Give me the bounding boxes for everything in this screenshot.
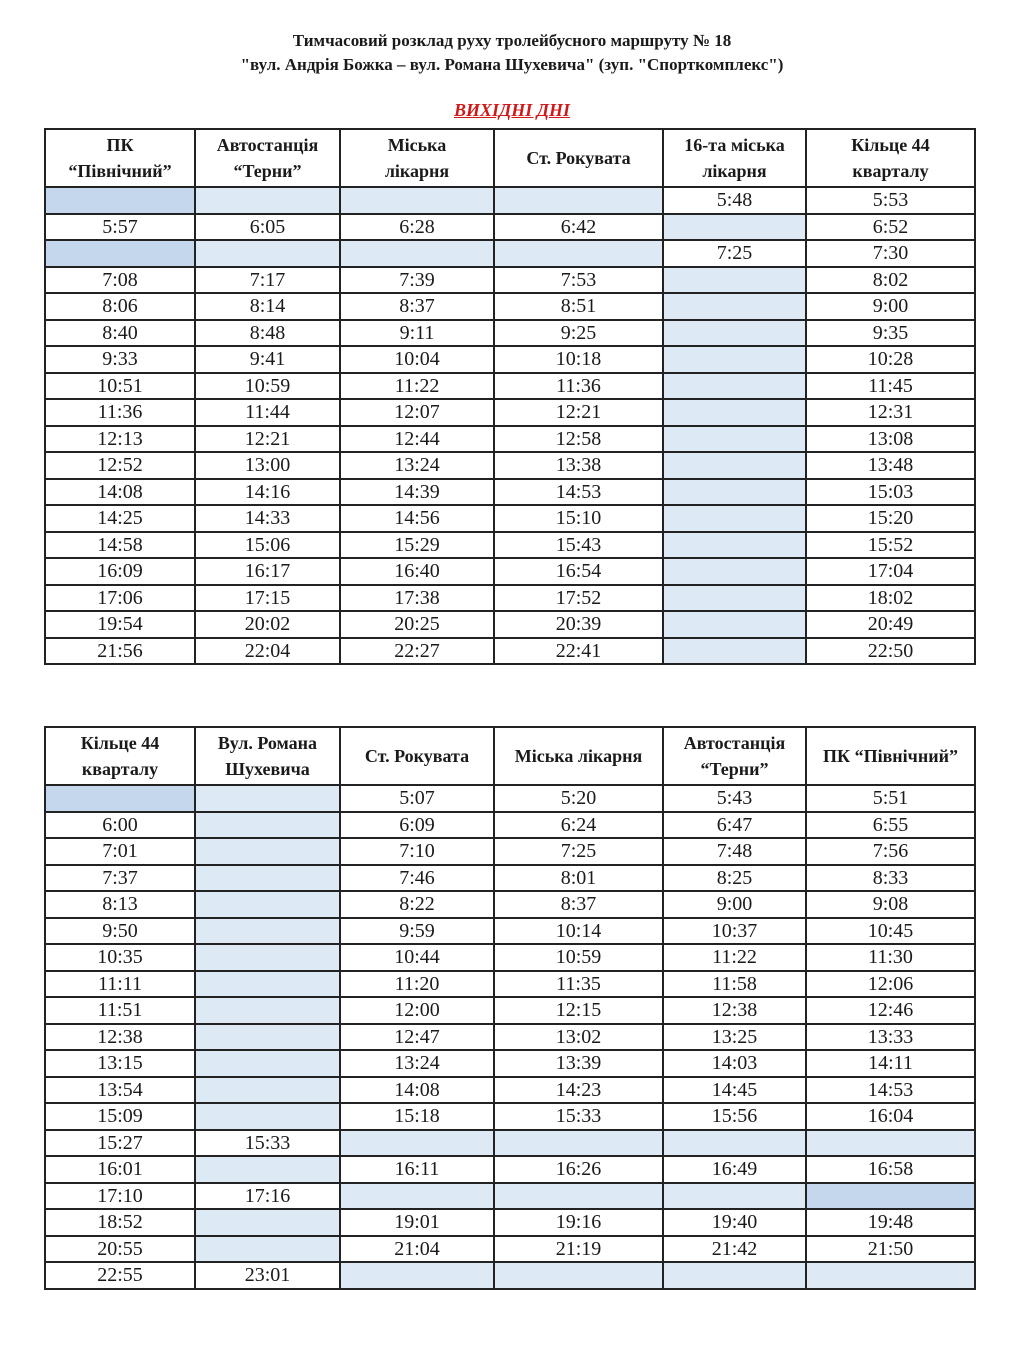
empty-cell xyxy=(195,1103,340,1130)
time-cell: 9:41 xyxy=(195,346,340,373)
time-cell: 6:55 xyxy=(806,812,975,839)
time-cell: 14:45 xyxy=(663,1077,806,1104)
table-row xyxy=(45,944,975,971)
time-cell: 12:21 xyxy=(195,426,340,453)
time-cell: 15:43 xyxy=(494,532,663,559)
time-cell: 9:33 xyxy=(45,346,195,373)
empty-cell xyxy=(663,399,806,426)
time-cell: 15:18 xyxy=(340,1103,494,1130)
time-cell: 7:17 xyxy=(195,267,340,294)
time-cell: 19:40 xyxy=(663,1209,806,1236)
time-cell: 18:02 xyxy=(806,585,975,612)
time-cell: 10:44 xyxy=(340,944,494,971)
time-cell: 13:39 xyxy=(494,1050,663,1077)
time-cell: 12:58 xyxy=(494,426,663,453)
time-cell: 11:36 xyxy=(494,373,663,400)
time-cell: 15:52 xyxy=(806,532,975,559)
time-cell: 22:55 xyxy=(45,1262,195,1289)
time-cell: 13:24 xyxy=(340,452,494,479)
time-cell: 12:07 xyxy=(340,399,494,426)
empty-cell xyxy=(45,240,195,267)
empty-cell xyxy=(195,997,340,1024)
time-cell: 14:23 xyxy=(494,1077,663,1104)
table-row xyxy=(45,611,975,638)
time-cell: 12:44 xyxy=(340,426,494,453)
time-cell: 16:17 xyxy=(195,558,340,585)
time-cell: 7:53 xyxy=(494,267,663,294)
column-header: Міська лікарня xyxy=(494,727,663,785)
time-cell: 10:51 xyxy=(45,373,195,400)
empty-cell xyxy=(663,1130,806,1157)
time-cell: 16:09 xyxy=(45,558,195,585)
empty-cell xyxy=(663,214,806,241)
time-cell: 14:03 xyxy=(663,1050,806,1077)
time-cell: 11:22 xyxy=(663,944,806,971)
empty-cell xyxy=(663,267,806,294)
time-cell: 14:33 xyxy=(195,505,340,532)
time-cell: 13:48 xyxy=(806,452,975,479)
time-cell: 21:56 xyxy=(45,638,195,665)
table-row xyxy=(45,918,975,945)
time-cell: 12:47 xyxy=(340,1024,494,1051)
column-header: Міська лікарня xyxy=(340,129,494,187)
empty-cell xyxy=(663,426,806,453)
empty-cell xyxy=(195,812,340,839)
time-cell: 9:08 xyxy=(806,891,975,918)
empty-cell xyxy=(663,320,806,347)
time-cell: 5:07 xyxy=(340,785,494,812)
time-cell: 15:33 xyxy=(195,1130,340,1157)
time-cell: 11:22 xyxy=(340,373,494,400)
empty-cell xyxy=(195,1050,340,1077)
empty-cell xyxy=(806,1262,975,1289)
empty-cell xyxy=(195,865,340,892)
empty-cell xyxy=(195,944,340,971)
table-row xyxy=(45,1103,975,1130)
time-cell: 12:38 xyxy=(45,1024,195,1051)
time-cell: 15:29 xyxy=(340,532,494,559)
empty-cell xyxy=(45,785,195,812)
time-cell: 10:28 xyxy=(806,346,975,373)
empty-cell xyxy=(195,971,340,998)
time-cell: 10:14 xyxy=(494,918,663,945)
time-cell: 20:49 xyxy=(806,611,975,638)
time-cell: 23:01 xyxy=(195,1262,340,1289)
time-cell: 21:04 xyxy=(340,1236,494,1263)
empty-cell xyxy=(663,558,806,585)
time-cell: 16:26 xyxy=(494,1156,663,1183)
time-cell: 9:59 xyxy=(340,918,494,945)
empty-cell xyxy=(494,1130,663,1157)
table-row xyxy=(45,320,975,347)
time-cell: 7:08 xyxy=(45,267,195,294)
table-row xyxy=(45,812,975,839)
time-cell: 14:16 xyxy=(195,479,340,506)
table-row xyxy=(45,1236,975,1263)
time-cell: 7:25 xyxy=(494,838,663,865)
table-row xyxy=(45,293,975,320)
table-row xyxy=(45,1209,975,1236)
time-cell: 15:09 xyxy=(45,1103,195,1130)
time-cell: 10:37 xyxy=(663,918,806,945)
time-cell: 13:25 xyxy=(663,1024,806,1051)
time-cell: 17:10 xyxy=(45,1183,195,1210)
empty-cell xyxy=(494,240,663,267)
time-cell: 16:49 xyxy=(663,1156,806,1183)
table-row xyxy=(45,346,975,373)
table-row xyxy=(45,214,975,241)
time-cell: 5:43 xyxy=(663,785,806,812)
table-row xyxy=(45,373,975,400)
time-cell: 20:55 xyxy=(45,1236,195,1263)
empty-cell xyxy=(340,1183,494,1210)
empty-cell xyxy=(663,293,806,320)
time-cell: 17:38 xyxy=(340,585,494,612)
column-header: Автостанція “Терни” xyxy=(663,727,806,785)
time-cell: 21:50 xyxy=(806,1236,975,1263)
table-row xyxy=(45,638,975,665)
time-cell: 20:02 xyxy=(195,611,340,638)
time-cell: 22:04 xyxy=(195,638,340,665)
time-cell: 13:24 xyxy=(340,1050,494,1077)
time-cell: 22:41 xyxy=(494,638,663,665)
time-cell: 8:02 xyxy=(806,267,975,294)
time-cell: 20:39 xyxy=(494,611,663,638)
table-row xyxy=(45,1156,975,1183)
time-cell: 13:33 xyxy=(806,1024,975,1051)
table-row xyxy=(45,585,975,612)
time-cell: 16:11 xyxy=(340,1156,494,1183)
time-cell: 12:00 xyxy=(340,997,494,1024)
time-cell: 19:54 xyxy=(45,611,195,638)
column-header: ПК “Північний” xyxy=(806,727,975,785)
table-row xyxy=(45,532,975,559)
empty-cell xyxy=(494,1183,663,1210)
time-cell: 7:10 xyxy=(340,838,494,865)
empty-cell xyxy=(195,891,340,918)
time-cell: 14:53 xyxy=(806,1077,975,1104)
time-cell: 11:20 xyxy=(340,971,494,998)
time-cell: 6:42 xyxy=(494,214,663,241)
time-cell: 13:08 xyxy=(806,426,975,453)
time-cell: 9:35 xyxy=(806,320,975,347)
time-cell: 8:33 xyxy=(806,865,975,892)
time-cell: 17:15 xyxy=(195,585,340,612)
time-cell: 7:48 xyxy=(663,838,806,865)
time-cell: 10:18 xyxy=(494,346,663,373)
empty-cell xyxy=(663,1262,806,1289)
column-header: 16-та міська лікарня xyxy=(663,129,806,187)
time-cell: 14:58 xyxy=(45,532,195,559)
weekend-label: ВИХІДНІ ДНІ xyxy=(453,100,571,120)
time-cell: 14:25 xyxy=(45,505,195,532)
column-header: Кільце 44 кварталу xyxy=(45,727,195,785)
time-cell: 6:09 xyxy=(340,812,494,839)
route-name: "вул. Андрія Божка – вул. Романа Шухевича" (зуп. "Спорткомплекс") xyxy=(240,55,784,74)
time-cell: 16:58 xyxy=(806,1156,975,1183)
time-cell: 15:27 xyxy=(45,1130,195,1157)
time-cell: 16:54 xyxy=(494,558,663,585)
time-cell: 16:40 xyxy=(340,558,494,585)
time-cell: 14:39 xyxy=(340,479,494,506)
time-cell: 11:44 xyxy=(195,399,340,426)
table-row xyxy=(45,399,975,426)
empty-cell xyxy=(806,1130,975,1157)
table-row xyxy=(45,240,975,267)
empty-cell xyxy=(195,187,340,214)
empty-cell xyxy=(340,1130,494,1157)
time-cell: 14:53 xyxy=(494,479,663,506)
time-cell: 8:06 xyxy=(45,293,195,320)
time-cell: 11:35 xyxy=(494,971,663,998)
time-cell: 11:51 xyxy=(45,997,195,1024)
column-header: Вул. Романа Шухевича xyxy=(195,727,340,785)
time-cell: 8:25 xyxy=(663,865,806,892)
empty-cell xyxy=(340,240,494,267)
time-cell: 13:00 xyxy=(195,452,340,479)
empty-cell xyxy=(494,187,663,214)
time-cell: 13:38 xyxy=(494,452,663,479)
time-cell: 6:52 xyxy=(806,214,975,241)
time-cell: 10:59 xyxy=(494,944,663,971)
time-cell: 5:57 xyxy=(45,214,195,241)
time-cell: 8:40 xyxy=(45,320,195,347)
table-row xyxy=(45,558,975,585)
table-row xyxy=(45,971,975,998)
table-row xyxy=(45,838,975,865)
time-cell: 22:50 xyxy=(806,638,975,665)
time-cell: 8:22 xyxy=(340,891,494,918)
time-cell: 13:02 xyxy=(494,1024,663,1051)
time-cell: 11:45 xyxy=(806,373,975,400)
empty-cell xyxy=(663,479,806,506)
empty-cell xyxy=(663,585,806,612)
table-row xyxy=(45,505,975,532)
time-cell: 12:15 xyxy=(494,997,663,1024)
time-cell: 5:48 xyxy=(663,187,806,214)
time-cell: 11:36 xyxy=(45,399,195,426)
time-cell: 14:08 xyxy=(45,479,195,506)
time-cell: 8:13 xyxy=(45,891,195,918)
time-cell: 14:11 xyxy=(806,1050,975,1077)
column-header: Кільце 44 кварталу xyxy=(806,129,975,187)
time-cell: 19:16 xyxy=(494,1209,663,1236)
empty-cell xyxy=(663,505,806,532)
time-cell: 7:30 xyxy=(806,240,975,267)
empty-cell xyxy=(195,1209,340,1236)
table-header-row xyxy=(45,727,975,785)
time-cell: 6:47 xyxy=(663,812,806,839)
column-header: Ст. Рокувата xyxy=(494,129,663,187)
time-cell: 18:52 xyxy=(45,1209,195,1236)
empty-cell xyxy=(663,1183,806,1210)
time-cell: 9:11 xyxy=(340,320,494,347)
time-cell: 21:42 xyxy=(663,1236,806,1263)
table-row xyxy=(45,1077,975,1104)
time-cell: 5:51 xyxy=(806,785,975,812)
table-row xyxy=(45,785,975,812)
time-cell: 20:25 xyxy=(340,611,494,638)
time-cell: 17:16 xyxy=(195,1183,340,1210)
table-row xyxy=(45,426,975,453)
empty-cell xyxy=(195,785,340,812)
table-row xyxy=(45,865,975,892)
empty-cell xyxy=(340,1262,494,1289)
table-row xyxy=(45,1262,975,1289)
empty-cell xyxy=(663,638,806,665)
empty-cell xyxy=(195,918,340,945)
empty-cell xyxy=(195,1077,340,1104)
time-cell: 8:01 xyxy=(494,865,663,892)
empty-cell xyxy=(663,452,806,479)
time-cell: 9:00 xyxy=(806,293,975,320)
time-cell: 14:08 xyxy=(340,1077,494,1104)
empty-cell xyxy=(45,187,195,214)
table-row xyxy=(45,1050,975,1077)
table-row xyxy=(45,479,975,506)
time-cell: 9:25 xyxy=(494,320,663,347)
time-cell: 19:01 xyxy=(340,1209,494,1236)
time-cell: 12:38 xyxy=(663,997,806,1024)
time-cell: 8:14 xyxy=(195,293,340,320)
column-header: ПК “Північний” xyxy=(45,129,195,187)
schedule-table-return xyxy=(44,726,976,1290)
time-cell: 7:37 xyxy=(45,865,195,892)
time-cell: 15:20 xyxy=(806,505,975,532)
empty-cell xyxy=(663,346,806,373)
time-cell: 5:53 xyxy=(806,187,975,214)
time-cell: 10:35 xyxy=(45,944,195,971)
time-cell: 10:45 xyxy=(806,918,975,945)
time-cell: 9:00 xyxy=(663,891,806,918)
empty-cell xyxy=(663,532,806,559)
time-cell: 15:10 xyxy=(494,505,663,532)
time-cell: 17:52 xyxy=(494,585,663,612)
table-header-row xyxy=(45,129,975,187)
empty-cell xyxy=(494,1262,663,1289)
time-cell: 7:25 xyxy=(663,240,806,267)
time-cell: 14:56 xyxy=(340,505,494,532)
table-row xyxy=(45,452,975,479)
time-cell: 5:20 xyxy=(494,785,663,812)
schedule-title: Тимчасовий розклад руху тролейбусного маршруту № 18 xyxy=(292,31,732,50)
time-cell: 15:03 xyxy=(806,479,975,506)
time-cell: 12:13 xyxy=(45,426,195,453)
time-cell: 15:06 xyxy=(195,532,340,559)
time-cell: 12:21 xyxy=(494,399,663,426)
time-cell: 21:19 xyxy=(494,1236,663,1263)
time-cell: 11:58 xyxy=(663,971,806,998)
column-header: Ст. Рокувата xyxy=(340,727,494,785)
time-cell: 22:27 xyxy=(340,638,494,665)
schedule-table-outbound xyxy=(44,128,976,665)
time-cell: 9:50 xyxy=(45,918,195,945)
time-cell: 8:48 xyxy=(195,320,340,347)
empty-cell xyxy=(806,1183,975,1210)
empty-cell xyxy=(195,1156,340,1183)
table-row xyxy=(45,267,975,294)
empty-cell xyxy=(663,373,806,400)
time-cell: 7:01 xyxy=(45,838,195,865)
time-cell: 10:59 xyxy=(195,373,340,400)
time-cell: 7:39 xyxy=(340,267,494,294)
empty-cell xyxy=(195,838,340,865)
empty-cell xyxy=(195,1024,340,1051)
time-cell: 12:31 xyxy=(806,399,975,426)
time-cell: 16:04 xyxy=(806,1103,975,1130)
time-cell: 6:24 xyxy=(494,812,663,839)
time-cell: 15:56 xyxy=(663,1103,806,1130)
time-cell: 7:46 xyxy=(340,865,494,892)
time-cell: 6:28 xyxy=(340,214,494,241)
time-cell: 16:01 xyxy=(45,1156,195,1183)
empty-cell xyxy=(195,1236,340,1263)
empty-cell xyxy=(195,240,340,267)
time-cell: 11:30 xyxy=(806,944,975,971)
time-cell: 13:15 xyxy=(45,1050,195,1077)
time-cell: 19:48 xyxy=(806,1209,975,1236)
table-row xyxy=(45,1183,975,1210)
table-row xyxy=(45,1130,975,1157)
table-row xyxy=(45,187,975,214)
time-cell: 12:52 xyxy=(45,452,195,479)
time-cell: 15:33 xyxy=(494,1103,663,1130)
table-row xyxy=(45,1024,975,1051)
time-cell: 6:05 xyxy=(195,214,340,241)
time-cell: 12:06 xyxy=(806,971,975,998)
time-cell: 17:06 xyxy=(45,585,195,612)
time-cell: 8:37 xyxy=(340,293,494,320)
empty-cell xyxy=(340,187,494,214)
time-cell: 8:51 xyxy=(494,293,663,320)
time-cell: 13:54 xyxy=(45,1077,195,1104)
empty-cell xyxy=(663,611,806,638)
table-row xyxy=(45,997,975,1024)
time-cell: 6:00 xyxy=(45,812,195,839)
time-cell: 12:46 xyxy=(806,997,975,1024)
column-header: Автостанція “Терни” xyxy=(195,129,340,187)
time-cell: 7:56 xyxy=(806,838,975,865)
time-cell: 10:04 xyxy=(340,346,494,373)
time-cell: 11:11 xyxy=(45,971,195,998)
table-row xyxy=(45,891,975,918)
time-cell: 17:04 xyxy=(806,558,975,585)
time-cell: 8:37 xyxy=(494,891,663,918)
